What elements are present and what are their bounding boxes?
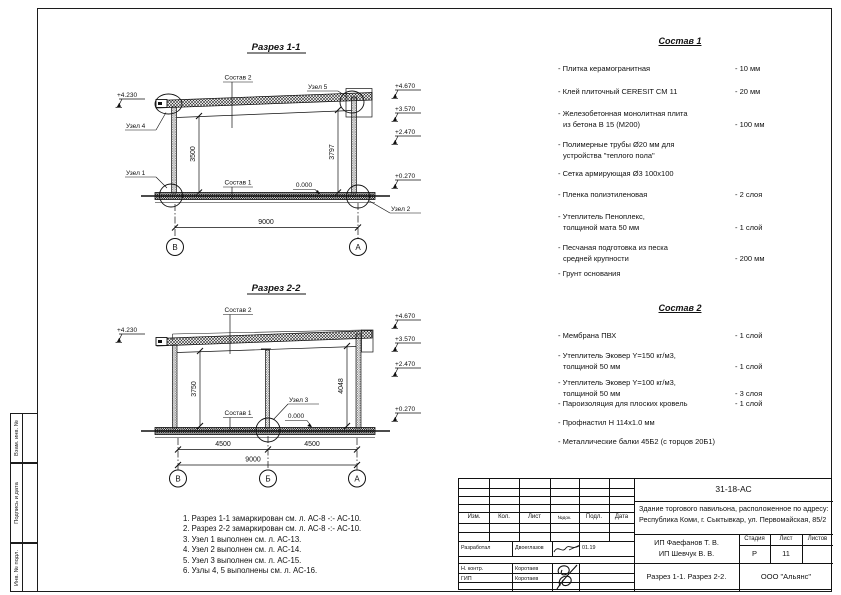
wall-right: [352, 97, 357, 193]
col-data: Дата: [614, 514, 629, 520]
row-role: ГИП: [461, 575, 472, 582]
elevation-mark: +4.230: [117, 92, 138, 99]
dim-span-left: 4500: [215, 441, 231, 448]
elevation-mark: +3.570: [395, 336, 416, 343]
wall-left: [173, 345, 178, 428]
node-label-5: Узел 5: [308, 84, 328, 91]
list-item: - Пленка полиэтиленовая - 2 слоя: [558, 190, 763, 199]
section-1-1: [116, 42, 422, 256]
list-item: - Клей плиточный CERESIT СМ 11 - 20 мм: [558, 87, 761, 96]
signature-scribble: [553, 562, 581, 591]
stamp-box-label: Взам. инв. №: [13, 420, 20, 456]
axis-letter: А: [354, 474, 360, 484]
wall-right: [356, 334, 361, 428]
stage-value: Р: [751, 549, 757, 558]
axis-letter: А: [355, 243, 361, 252]
doc-number: 31-18-АС: [715, 484, 752, 494]
dim-span: 9000: [258, 219, 274, 226]
list-item: - Плитка керамогранитная - 10 мм: [558, 64, 761, 73]
sheets-label: Листов: [807, 536, 828, 542]
dim-height-left: 3500: [190, 146, 197, 162]
row-name: Двоеглазов: [515, 545, 544, 551]
dim-height-left: 3750: [191, 381, 198, 397]
list-item: - Профнастил Н 114х1.0 мм: [558, 418, 655, 427]
col-list: Лист: [527, 514, 542, 520]
list-item: - Утеплитель Эковер Y=150 кг/м3, толщиной 50 мм - 1 слой: [558, 351, 763, 371]
callout-sostav2: Состав 2: [224, 74, 252, 82]
floor-slab: [155, 193, 375, 200]
row-date: 01.19: [582, 545, 596, 551]
list-item: - Сетка армирующая Ø3 100х100: [558, 169, 674, 178]
note-line: 1. Разрез 1-1 замаркирован см. л. АС-8 -:- АС-10.: [183, 514, 362, 523]
project-address: Здание торгового павильона, расположенное по адресу: Республика Коми, г. Сыктывкар, ул. Первомайская, 85/2: [639, 504, 829, 524]
row-role: Н. контр.: [461, 566, 484, 572]
elevation-mark: +2.470: [395, 129, 416, 136]
zero-level: 0.000: [295, 182, 313, 189]
dim-span: 9000: [245, 456, 261, 464]
list-item: - Пароизоляция для плоских кровель - 1 слой: [558, 399, 763, 408]
elevation-mark: +4.230: [117, 327, 138, 334]
node-label-4: Узел 4: [126, 123, 146, 130]
axis-letter: В: [172, 243, 178, 252]
zero-level: 0.000: [287, 413, 305, 420]
column-middle: [266, 350, 270, 428]
dim-height-right: 4048: [338, 378, 345, 394]
note-line: 6. Узлы 4, 5 выполнены см. л. АС-16.: [183, 566, 318, 576]
axis-letter: В: [175, 474, 181, 484]
section-title: Разрез 2-2: [251, 283, 301, 294]
notes-block: [183, 514, 361, 576]
list-item: - Грунт основания: [558, 269, 621, 278]
note-line: 5. Узел 3 выполнен см. л. АС-15.: [183, 555, 302, 565]
elevation-mark: +2.470: [395, 361, 416, 368]
note-line: 3. Узел 1 выполнен см. л. АС-13.: [183, 534, 302, 544]
col-izm: Изм.: [467, 514, 481, 520]
company-name: ООО "Альянс": [760, 572, 812, 581]
callout-sostav1: Состав 1: [224, 179, 252, 187]
list-item: - Железобетонная монолитная плита из бетона В 15 (М200) - 100 мм: [558, 109, 765, 129]
elevation-mark: +0.270: [395, 173, 416, 180]
row-name: Коротаев: [515, 566, 539, 572]
section-2-2: [116, 283, 422, 487]
title-block: [458, 478, 832, 590]
row-role: Разработал: [461, 545, 491, 551]
col-podl: Подл.: [585, 514, 603, 520]
list-item: - Песчаная подготовка из песка средней крупности - 200 мм: [558, 243, 765, 263]
note-line: 2. Разрез 2-2 замаркирован см. л. АС-8 -:- АС-10.: [183, 524, 362, 534]
col-kol: Кол.: [498, 514, 510, 520]
note-line: 4. Узел 2 выполнен см. л. АС-14.: [183, 545, 302, 555]
list-title: Состав 1: [658, 36, 702, 46]
list-item: - Утеплитель Эковер Y=100 кг/м3, толщиной 50 мм - 3 слоя: [558, 378, 763, 398]
signature-scribble: [551, 541, 581, 556]
node-label-2: Узел 2: [391, 206, 411, 213]
list-item: - Мембрана ПВХ - 1 слой: [558, 331, 763, 340]
elevation-mark: +0.270: [395, 406, 416, 413]
row-name: Коротаев: [515, 575, 539, 582]
composition-list-1: [558, 36, 802, 278]
sheet-label: Лист: [779, 536, 793, 542]
sheet-content-title: Разрез 1-1. Разрез 2-2.: [646, 572, 727, 581]
elevation-mark: +4.670: [395, 83, 416, 90]
list-item: - Металлические балки 45Б2 (с торцов 20Б1): [558, 437, 716, 446]
stamp-box-label: Подпись и дата: [13, 482, 20, 524]
stage-label: Стадия: [744, 536, 765, 542]
dim-height-right: 3797: [329, 144, 336, 160]
sheet-number: 11: [782, 549, 790, 558]
section-title: Разрез 1-1: [251, 42, 301, 53]
callout-sostav2: Состав 2: [224, 307, 252, 314]
wall-left: [172, 107, 177, 193]
axis-letter: Б: [265, 474, 271, 484]
elevation-mark: +4.670: [395, 313, 416, 320]
node-label-3: Узел 3: [289, 397, 309, 404]
callout-sostav1: Состав 1: [224, 410, 252, 417]
list-item: - Утеплитель Пеноплекс, толщиной мата 50 мм - 1 слой: [558, 212, 763, 232]
node-label-1: Узел 1: [126, 170, 146, 177]
floor-slab: [155, 428, 375, 435]
list-title: Состав 2: [658, 303, 702, 313]
dim-span-right: 4500: [304, 441, 320, 448]
elevation-mark: +3.570: [395, 106, 416, 113]
list-item: - Полимерные трубы Ø20 мм для устройства "теплого пола": [558, 140, 675, 160]
stamp-box-label: Инв. № подл.: [13, 549, 20, 586]
roof-slab: [157, 331, 372, 347]
col-ndok: №док.: [557, 515, 572, 521]
client-names: ИП Фаефанов Т. В. ИП Шевчук В. В.: [654, 538, 719, 558]
composition-list-2: [558, 303, 802, 446]
